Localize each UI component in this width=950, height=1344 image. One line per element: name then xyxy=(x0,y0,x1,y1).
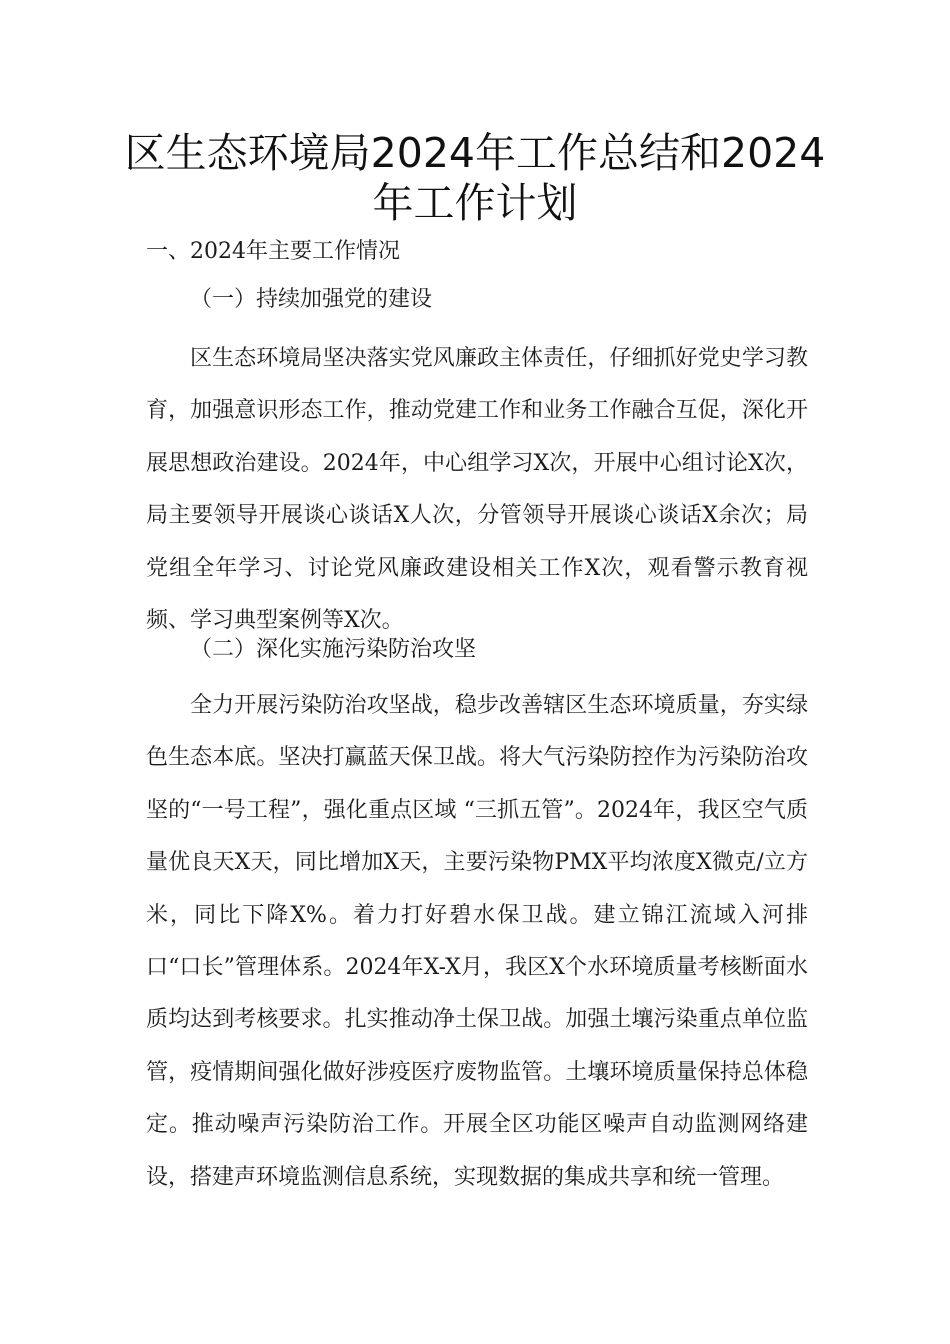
document-title: 区生态环境局2024年工作总结和2024年工作计划 xyxy=(124,129,826,227)
subsection-heading-party-building: （一）持续加强党的建设 xyxy=(190,287,433,312)
paragraph-party-building: 区生态环境局坚决落实党风廉政主体责任，仔细抓好党史学习教育，加强意识形态工作，推动党建工作和业务工作融合互促，深化开展思想政治建设。2024年，中心组学习X次，开展中心组讨论X次，局主要领导开展谈心谈话X人次，分管领导开展谈心谈话X余次；局党组全年学习、讨论党风廉政建设相关工作X次，观看警示教育视频、学习典型案例等X次。 xyxy=(146,346,808,634)
section-heading-main-work: 一、2024年主要工作情况 xyxy=(146,239,400,264)
subsection-heading-pollution-control: （二）深化实施污染防治攻坚 xyxy=(190,637,477,662)
paragraph-pollution-control: 全力开展污染防治攻坚战，稳步改善辖区生态环境质量，夯实绿色生态本底。坚决打赢蓝天保卫战。将大气污染防控作为污染防治攻坚的“一号工程”，强化重点区域 “三抓五管”。2024年，我区空气质量优良天X天，同比增加X天，主要污染物PMX平均浓度X微克/立方米，同比下降X%。着力打好碧水保卫战。建立锦江流域入河排口“口长”管理体系。2024年X-X月，我区X个水环境质量考核断面水质均达到考核要求。扎实推动净土保卫战。加强土壤污染重点单位监管，疫情期间强化做好涉疫医疗废物监管。土壤环境质量保持总体稳定。推动噪声污染防治工作。开展全区功能区噪声自动监测网络建设，搭建声环境监测信息系统，实现数据的集成共享和统一管理。 xyxy=(146,693,808,1190)
